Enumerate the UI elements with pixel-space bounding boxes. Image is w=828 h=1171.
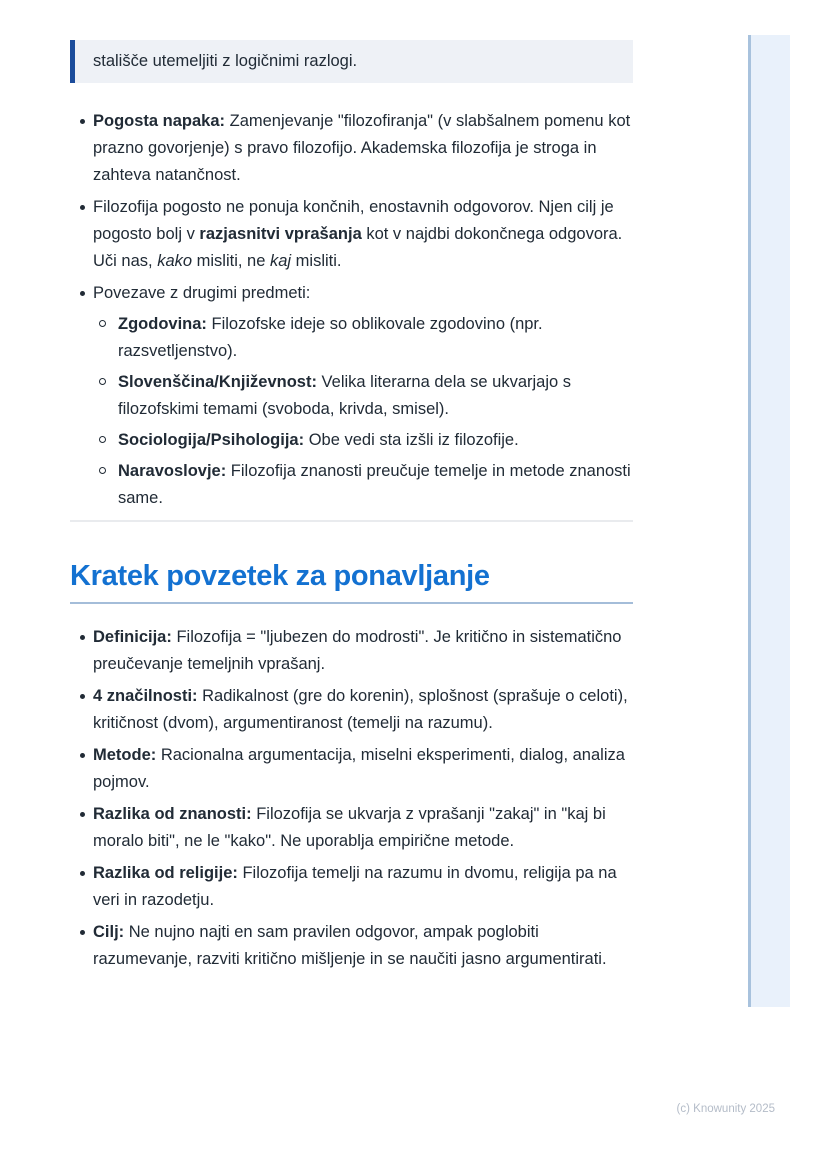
text-run: Filozofija temelji na razumu in dvomu, religija pa na veri in razodetju. — [93, 864, 617, 909]
bold-text: razjasnitvi vprašanja — [199, 225, 362, 243]
text-run: Radikalnost (gre do korenin), splošnost (sprašuje o celoti), kritičnost (dvom), argumentiranost (temelji na razumu). — [93, 687, 628, 732]
sub-list — [93, 311, 633, 512]
bold-text: Razlika od religije: — [93, 864, 238, 882]
callout-text: stališče utemeljiti z logičnimi razlogi. — [93, 52, 358, 70]
text-run: misliti, ne — [192, 252, 270, 270]
bold-text: Zgodovina: — [118, 315, 207, 333]
text-run: misliti. — [291, 252, 342, 270]
heading-underline — [70, 602, 633, 605]
bold-text: Cilj: — [93, 923, 125, 941]
text-run: Velika literarna dela se ukvarjajo s filozofskimi temami (svoboda, krivda, smisel). — [118, 373, 572, 418]
bold-text: Naravoslovje: — [118, 462, 227, 480]
text-run: Racionalna argumentacija, miselni eksperimenti, dialog, analiza pojmov. — [93, 746, 625, 791]
list-item — [70, 742, 633, 796]
list-item — [70, 860, 633, 914]
content-column — [70, 40, 633, 978]
list-item — [70, 624, 633, 678]
list-item — [70, 280, 633, 512]
bold-text: Sociologija/Psihologija: — [118, 431, 305, 449]
bold-text: Metode: — [93, 746, 157, 764]
sub-list-item — [93, 427, 633, 454]
section-divider — [70, 520, 633, 522]
text-run: Zamenjevanje "filozofiranja" (v slabšalnem pomenu kot prazno govorjenje) s pravo filozofijo. Akademska filozofija je stroga in zahteva natančnost. — [93, 112, 631, 184]
text-run: Filozofija se ukvarja z vprašanji "zakaj" in "kaj bi moralo biti", ne le "kako". Ne uporablja empirične metode. — [93, 805, 606, 850]
list-item — [70, 801, 633, 855]
notes-list — [70, 108, 633, 512]
text-run: kot v najdbi dokončnega odgovora. Uči nas, — [93, 225, 623, 270]
bold-text: Pogosta napaka: — [93, 112, 226, 130]
section-heading: Kratek povzetek za ponavljanje — [70, 559, 490, 592]
sub-list-item — [93, 458, 633, 512]
list-item — [70, 919, 633, 973]
bold-text: 4 značilnosti: — [93, 687, 198, 705]
bold-text: Razlika od znanosti: — [93, 805, 252, 823]
scrollbar-thumb[interactable] — [748, 35, 790, 1007]
text-run: Filozofija = "ljubezen do modrosti". Je kritično in sistematično preučevanje temeljnih vprašanj. — [93, 628, 622, 673]
sub-list-item — [93, 369, 633, 423]
text-run: Filozofija pogosto ne ponuja končnih, enostavnih odgovorov. Njen cilj je pogosto bolj v — [93, 198, 614, 243]
list-item — [70, 108, 633, 189]
italic-text: kako — [157, 252, 193, 270]
summary-list — [70, 624, 633, 973]
text-run: Povezave z drugimi predmeti: — [93, 284, 311, 302]
sub-list-item — [93, 311, 633, 365]
text-run: Filozofija znanosti preučuje temelje in metode znanosti same. — [118, 462, 631, 507]
text-run: Ne nujno najti en sam pravilen odgovor, ampak poglobiti razumevanje, razviti kritično mišljenje in se naučiti jasno argumentirati. — [93, 923, 607, 968]
footer-credit: (c) Knowunity 2025 — [676, 1103, 775, 1115]
bold-text: Definicija: — [93, 628, 172, 646]
callout-quote — [70, 40, 633, 83]
bold-text: Slovenščina/Književnost: — [118, 373, 317, 391]
text-run: Filozofske ideje so oblikovale zgodovino (npr. razsvetljenstvo). — [118, 315, 543, 360]
list-item — [70, 194, 633, 275]
text-run: Obe vedi sta izšli iz filozofije. — [304, 431, 519, 449]
italic-text: kaj — [269, 252, 292, 270]
list-item — [70, 683, 633, 737]
